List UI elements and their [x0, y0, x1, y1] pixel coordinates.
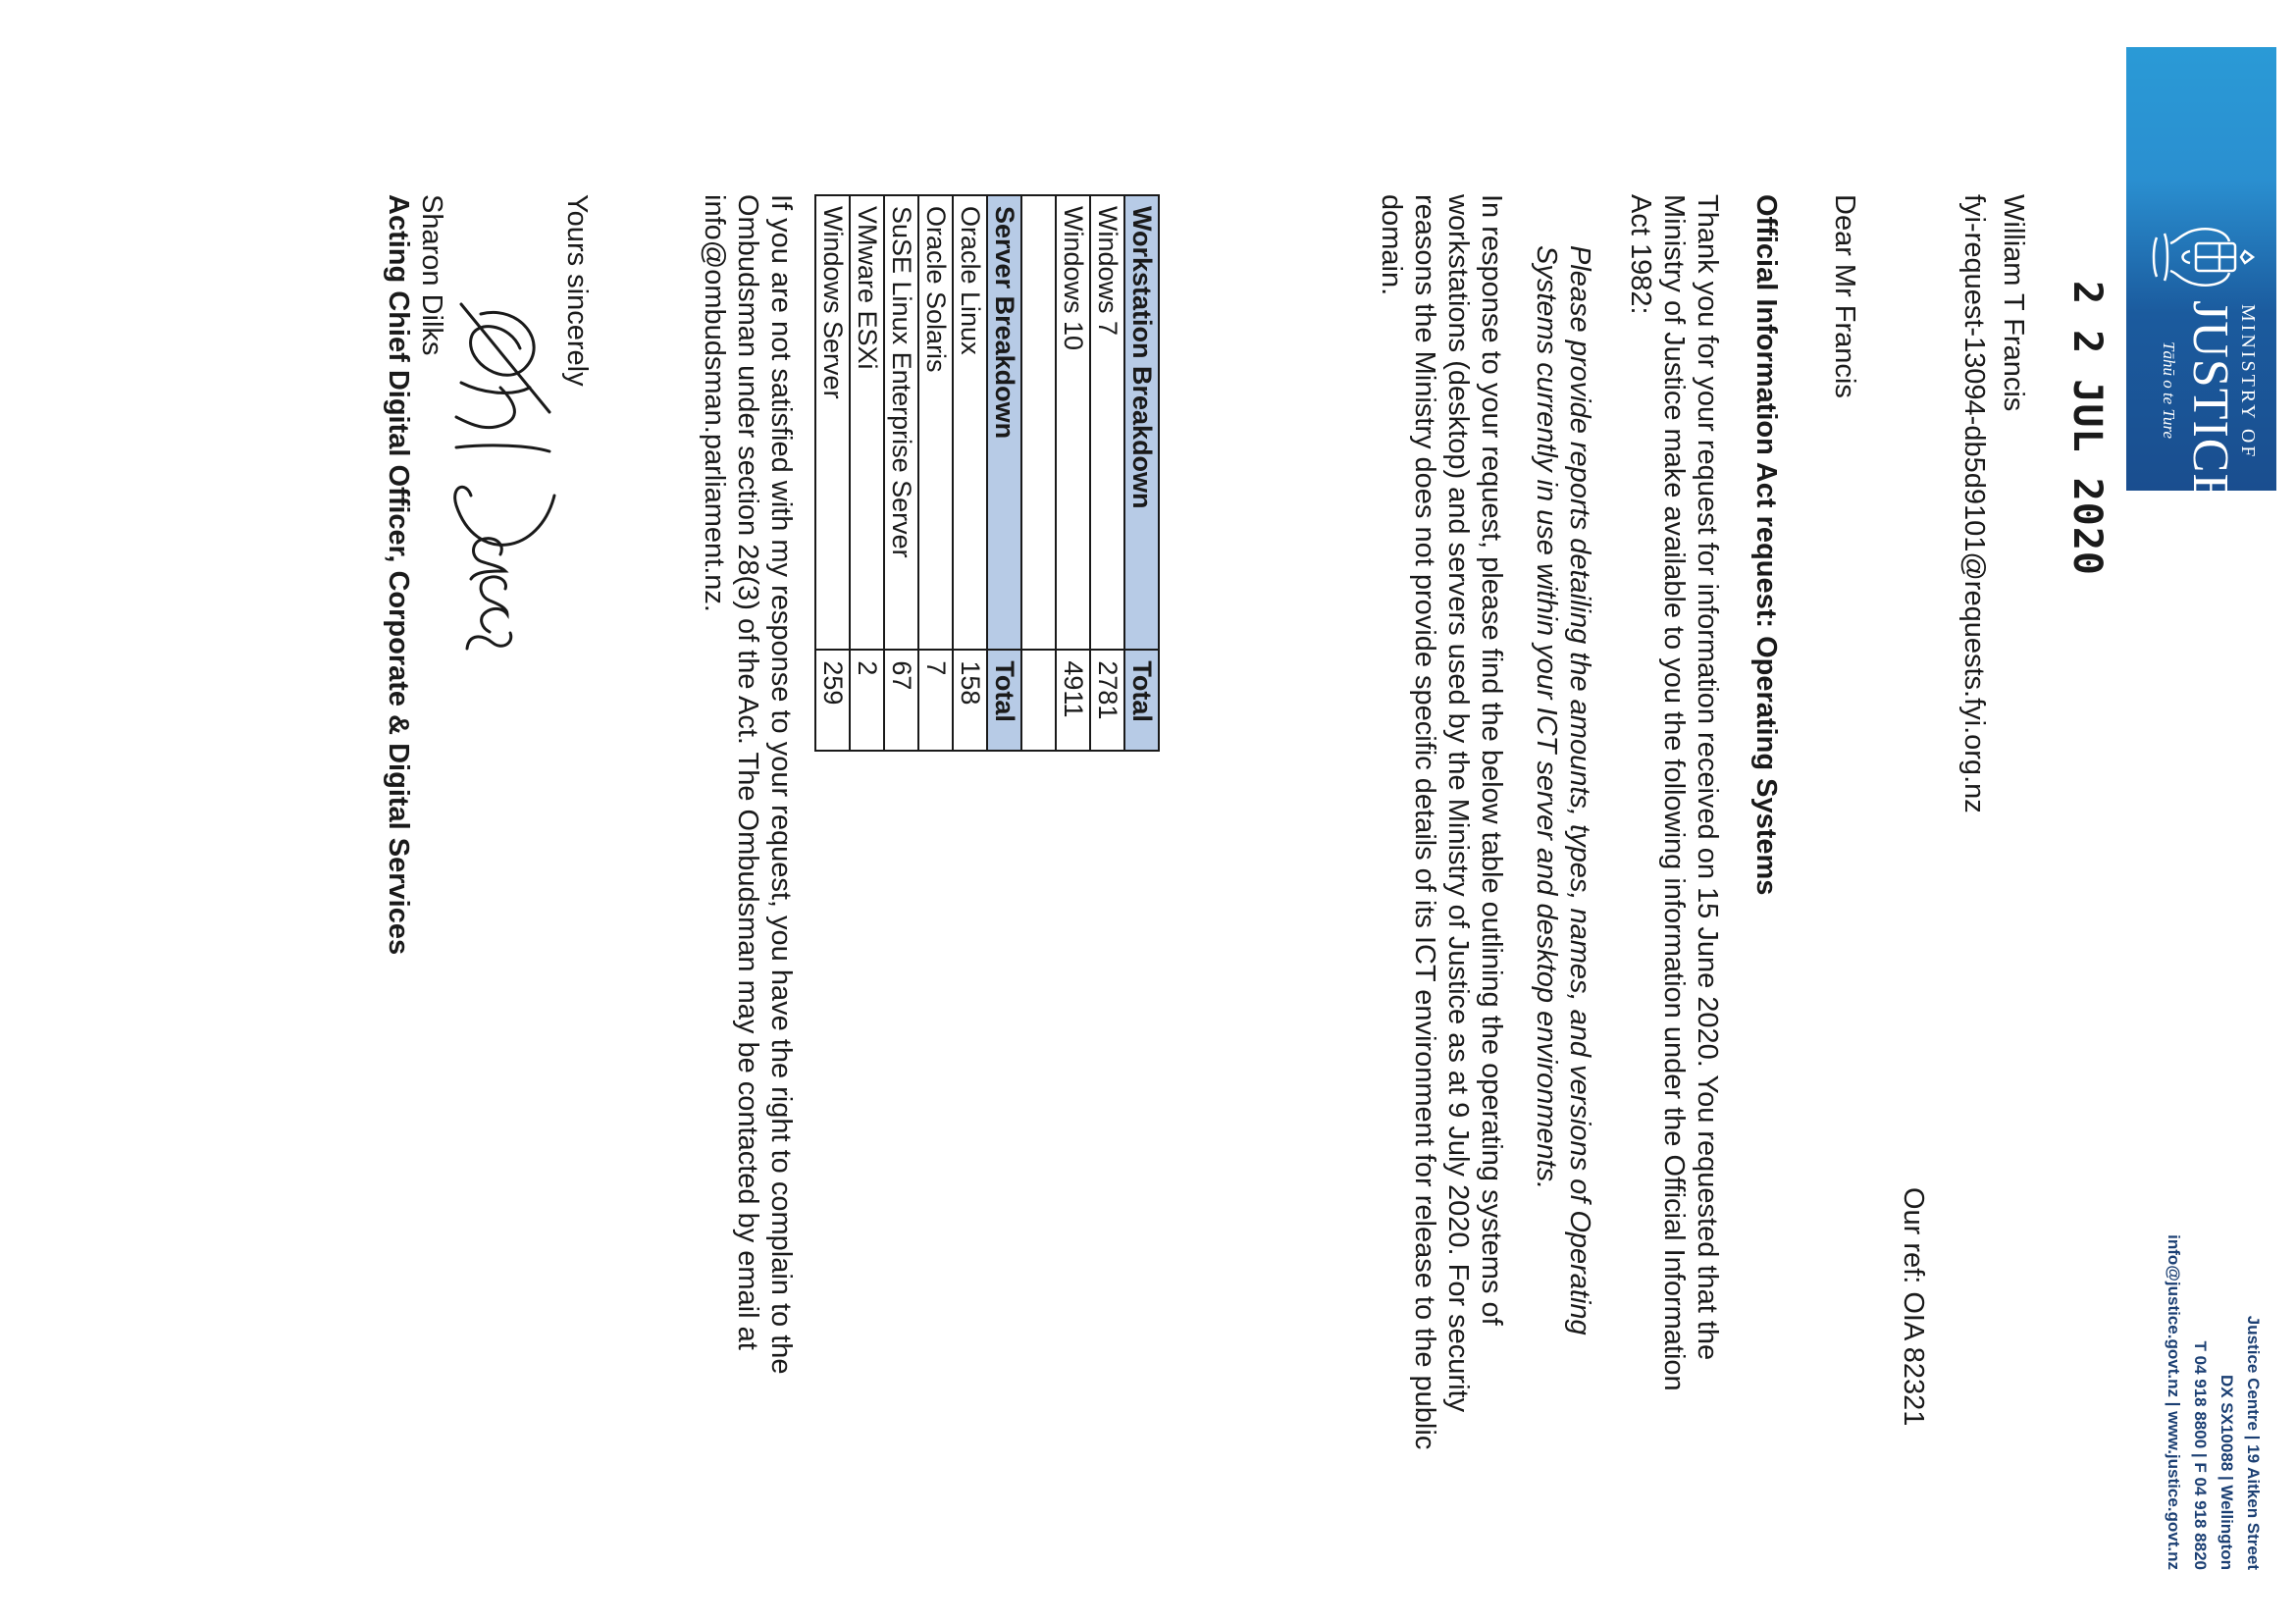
recipient-email: fyi-request-13094-db5d9101@requests.fyi.org.nz	[1958, 194, 1990, 813]
signature-image	[422, 294, 569, 707]
total-header-cell: Total	[1124, 650, 1159, 751]
maori-tagline: Tāhū o te Ture	[2160, 341, 2178, 440]
para3-line: Ombudsman under section 28(3) of the Act. The Ombudsman may be contacted by email at	[732, 194, 763, 1350]
signatory-name: Sharon Dilks	[416, 194, 447, 356]
para3-line: If you are not satisfied with my response to your request, you have the right to complain to the	[765, 194, 797, 1375]
our-reference: Our ref: OIA 82321	[1898, 1187, 1929, 1427]
contact-phone: T 04 918 8800 | F 04 918 8820	[2191, 1340, 2210, 1570]
para2-line: In response to your request, please find the below table outlining the operating systems of	[1476, 194, 1507, 1326]
para3-line: info@ombudsman.parliament.nz.	[699, 194, 730, 612]
para1-line: Ministry of Justice make available to you the following information under the Official Information	[1658, 194, 1690, 1391]
os-name-cell: Windows Server	[815, 195, 850, 650]
table-row	[884, 195, 918, 751]
closing: Yours sincerely	[561, 194, 593, 387]
request-quote	[1527, 245, 1599, 1335]
recipient-name: William T Francis	[1998, 194, 2029, 412]
os-breakdown-table	[814, 194, 1160, 752]
os-name-cell: SuSE Linux Enterprise Server	[884, 195, 918, 650]
justice-wordmark: JUSTICE	[2182, 300, 2238, 506]
para2-line: domain.	[1376, 194, 1407, 296]
contact-block	[2161, 1138, 2267, 1570]
table-row	[953, 195, 987, 751]
table-row	[815, 195, 850, 751]
os-total-cell: 158	[953, 650, 987, 751]
table-header-row	[987, 195, 1021, 751]
table-header-row	[1124, 195, 1159, 751]
table-row	[1090, 195, 1124, 751]
os-total-cell: 7	[918, 650, 953, 751]
os-name-cell: Windows 10	[1056, 195, 1090, 650]
contact-dx: DX SX10088 | Wellington	[2218, 1374, 2236, 1570]
date-stamp: 2 2 JUL 2020	[2064, 281, 2110, 576]
contact-email-web: info@justice.govt.nz | www.justice.govt.nz	[2165, 1234, 2183, 1570]
table-row	[850, 195, 884, 751]
os-total-cell: 67	[884, 650, 918, 751]
os-total-cell: 2	[850, 650, 884, 751]
os-total-cell: 4911	[1056, 650, 1090, 751]
os-total-cell: 2781	[1090, 650, 1124, 751]
os-name-cell: VMware ESXi	[850, 195, 884, 650]
salutation: Dear Mr Francis	[1829, 194, 1860, 398]
para2-line: reasons the Ministry does not provide specific details of its ICT environment for release to the public	[1409, 194, 1440, 1450]
ministry-logo	[2126, 47, 2276, 506]
os-name-cell: Oracle Solaris	[918, 195, 953, 650]
os-name-cell: Windows 7	[1090, 195, 1124, 650]
quote-line: Please provide reports detailing the amounts, types, names, and versions of Operating	[1564, 245, 1595, 1335]
table-row	[918, 195, 953, 751]
subject-line: Official Information Act request: Operating Systems	[1750, 194, 1782, 896]
table-row	[1056, 195, 1090, 751]
para2-line: workstations (desktop) and servers used by the Ministry of Justice as at 9 July 2020. For security	[1442, 194, 1474, 1413]
contact-address: Justice Centre | 19 Aitken Street	[2244, 1315, 2263, 1570]
quote-line: Systems currently in use within your ICT server and desktop environments.	[1531, 245, 1562, 1190]
ministry-of-label: MINISTRY OF	[2237, 304, 2259, 460]
workstation-header-cell: Workstation Breakdown	[1124, 195, 1159, 650]
para1-line: Thank you for your request for information received on 15 June 2020. You requested that the	[1692, 194, 1723, 1361]
total-header-cell: Total	[987, 650, 1021, 751]
server-header-cell: Server Breakdown	[987, 195, 1021, 650]
table-spacer-row	[1021, 195, 1056, 751]
os-total-cell: 259	[815, 650, 850, 751]
signatory-title: Acting Chief Digital Officer, Corporate & Digital Services	[383, 194, 414, 956]
os-name-cell: Oracle Linux	[953, 195, 987, 650]
coat-of-arms-icon	[2143, 222, 2259, 292]
para1-line: Act 1982:	[1625, 194, 1656, 315]
